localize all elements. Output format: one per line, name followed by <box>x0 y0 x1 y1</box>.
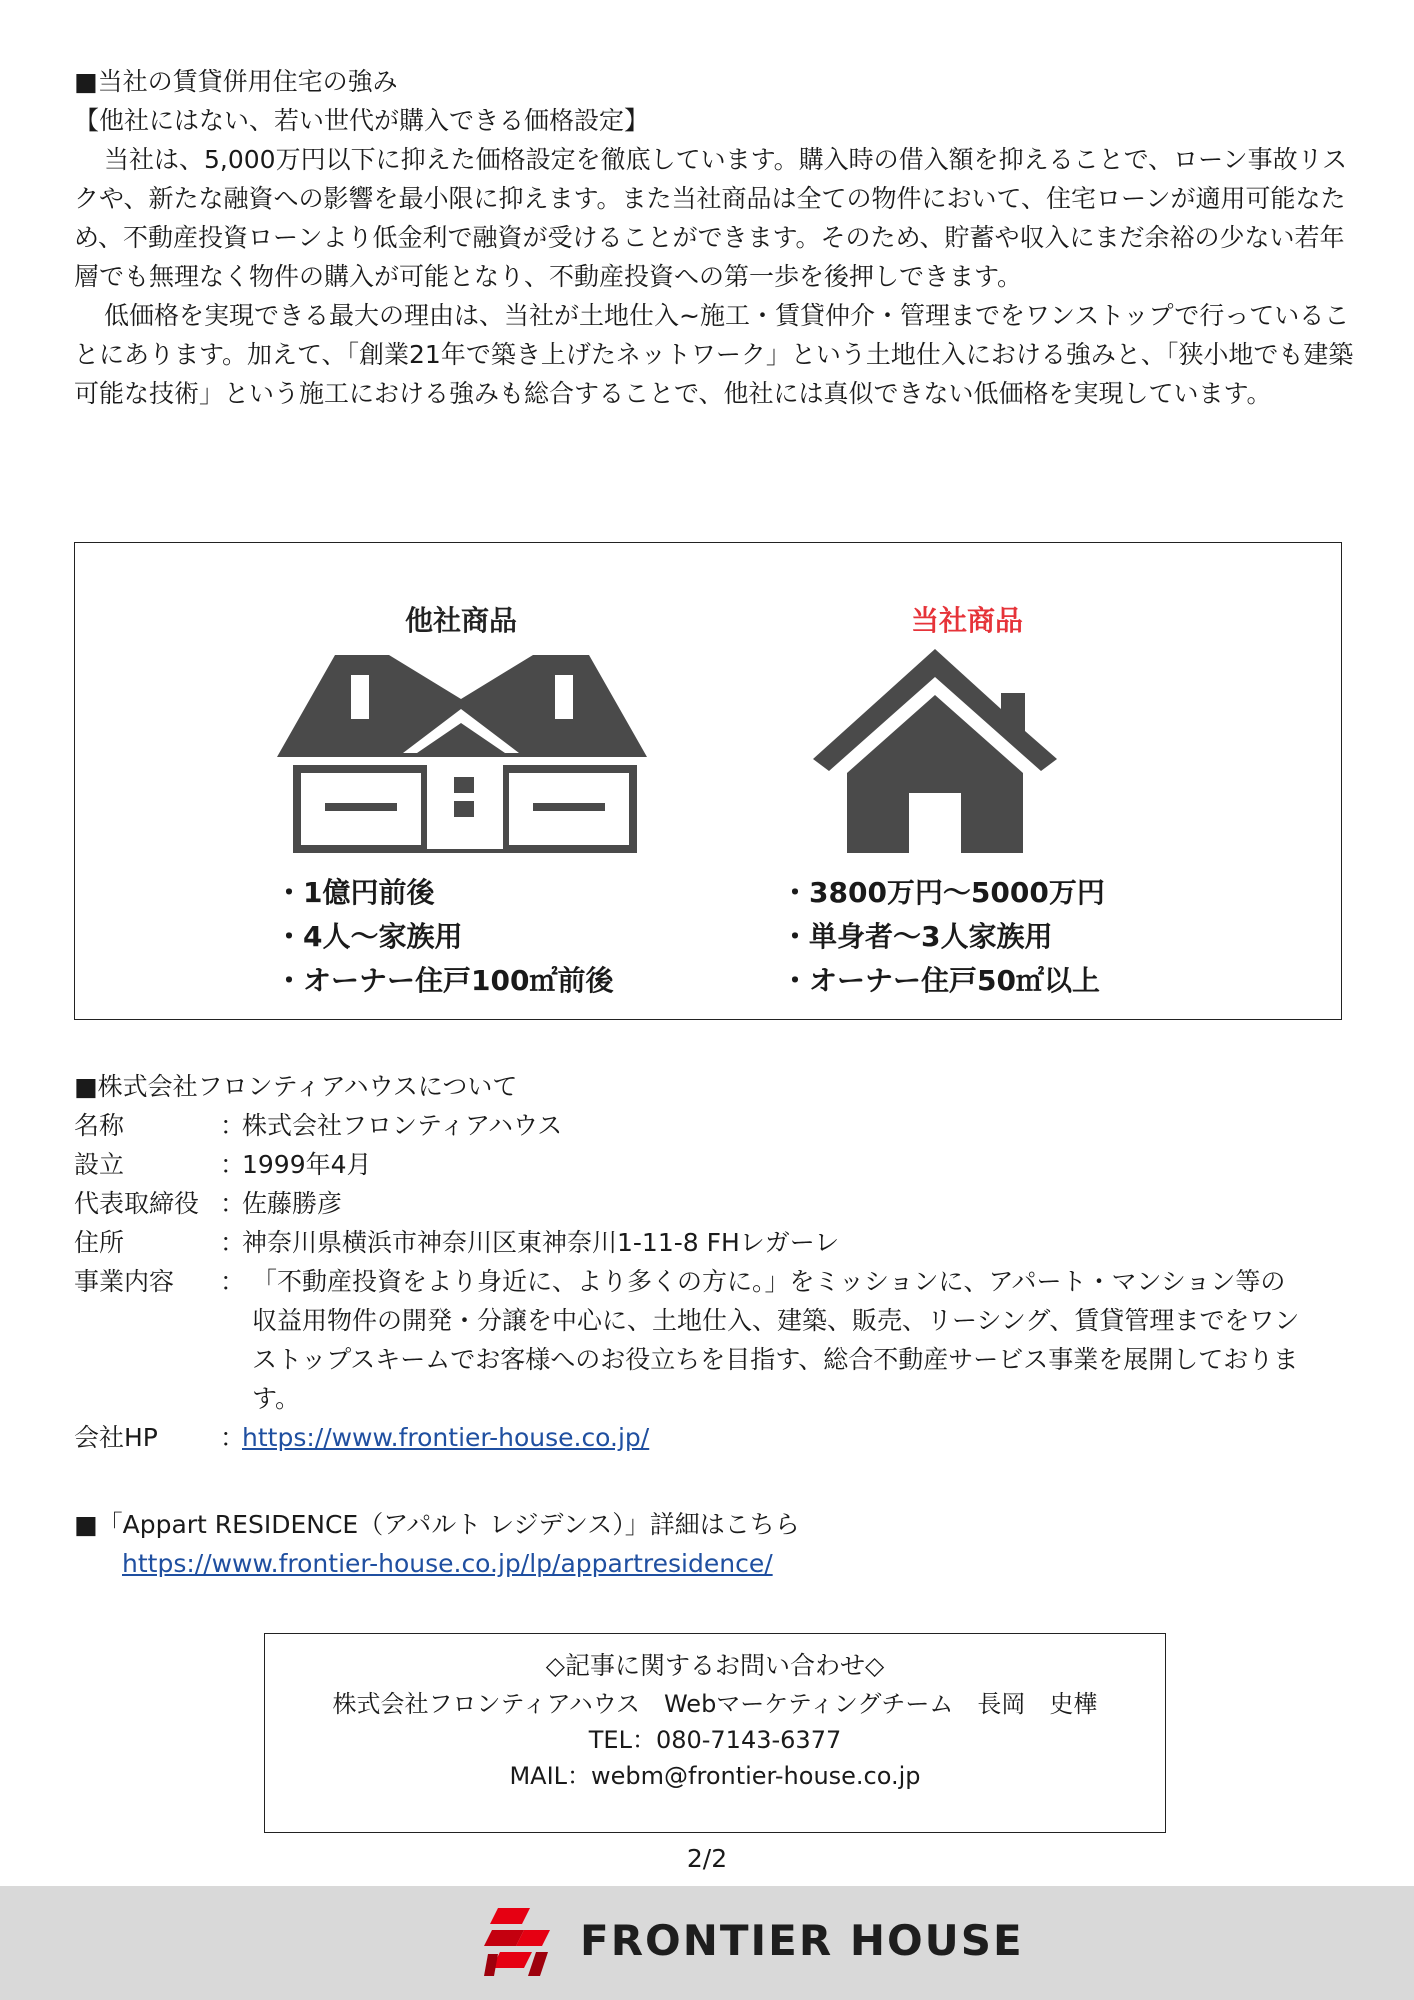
info-key: 事業内容 <box>74 1267 175 1296</box>
info-colon: ： <box>220 1423 246 1452</box>
product-comparison-box <box>74 542 1342 1020</box>
strengths-section <box>74 62 1364 413</box>
info-colon: ： <box>220 1267 246 1296</box>
appart-residence-label: ■「Appart RESIDENCE（アパルト レジデンス）」詳細はこちら <box>74 1510 800 1539</box>
business-row <box>74 1262 1364 1418</box>
contact-team: 株式会社フロンティアハウス Webマーケティングチーム 長岡 史樺 <box>332 1690 1098 1718</box>
info-value: 佐藤勝彦 <box>242 1189 343 1218</box>
strengths-subheading: 【他社にはない、若い世代が購入できる価格設定】 <box>74 106 650 135</box>
info-key: 設立 <box>74 1150 125 1179</box>
company-info-section <box>74 1067 1364 1457</box>
contact-box <box>264 1633 1166 1833</box>
list-item: ・オーナー住戸50㎡以上 <box>781 964 1100 997</box>
strengths-heading: ■当社の賃貸併用住宅の強み <box>74 67 398 96</box>
info-key: 代表取締役 <box>74 1189 200 1218</box>
page-number: 2/2 <box>686 1844 728 1873</box>
footer-bar <box>0 1886 1414 2000</box>
our-product-features <box>781 871 1105 1003</box>
info-colon: ： <box>220 1150 246 1179</box>
others-product-features <box>275 871 613 1003</box>
info-key: 会社HP <box>74 1423 158 1452</box>
info-colon: ： <box>220 1189 246 1218</box>
large-house-icon <box>265 647 665 857</box>
company-logo-text: FRONTIER HOUSE <box>580 1916 1024 1965</box>
company-name-row <box>74 1106 1364 1145</box>
info-value: 神奈川県横浜市神奈川区東神奈川1-11-8 FHレガーレ <box>242 1228 840 1257</box>
others-product-title: 他社商品 <box>404 604 517 637</box>
strengths-paragraph-2: 低価格を実現できる最大の理由は、当社が土地仕入~施工・賃貸仲介・管理までをワンストップで行っていることにあります。加えて、「創業21年で築き上げたネットワーク」という土地仕入における強みと、「狭小地でも建築可能な技術」という施工における強みも総合することで、他社には真似できない低価格を実現しています。 <box>74 301 1354 408</box>
company-info-heading: ■株式会社フロンティアハウスについて <box>74 1072 518 1101</box>
info-key: 名称 <box>74 1111 125 1140</box>
address-row <box>74 1223 1364 1262</box>
contact-tel: TEL：080-7143-6377 <box>588 1726 842 1754</box>
list-item: ・1億円前後 <box>275 876 435 909</box>
list-item: ・単身者～3人家族用 <box>781 920 1053 953</box>
founded-row <box>74 1145 1364 1184</box>
website-row <box>74 1418 1364 1457</box>
list-item: ・4人～家族用 <box>275 920 463 953</box>
small-house-icon <box>805 647 1065 857</box>
our-product-title: 当社商品 <box>910 604 1023 637</box>
info-key: 住所 <box>74 1228 125 1257</box>
strengths-paragraph-1: 当社は、5,000万円以下に抑えた価格設定を徹底しています。購入時の借入額を抑えることで、ローン事故リスクや、新たな融資への影響を最小限に抑えます。また当社商品は全ての物件において、住宅ローンが適用可能なため、不動産投資ローンより低金利で融資が受けることができます。そのため、貯蓄や収入にまだ余裕の少ない若年層でも無理なく物件の購入が可能となり、不動産投資への第一歩を後押しできます。 <box>74 145 1348 291</box>
appart-residence-link[interactable]: https://www.frontier-house.co.jp/lp/appartresidence/ <box>122 1549 773 1578</box>
info-value: 「不動産投資をより身近に、より多くの方に。」をミッションに、アパート・マンション等の収益用物件の開発・分譲を中心に、土地仕入、建築、販売、リーシング、賃貸管理までをワンストップスキームでお客様へのお役立ちを目指す、総合不動産サービス事業を展開しております。 <box>252 1267 1300 1413</box>
info-colon: ： <box>220 1111 246 1140</box>
frontier-house-logo-icon <box>484 1906 554 1978</box>
company-website-link[interactable]: https://www.frontier-house.co.jp/ <box>242 1423 650 1452</box>
list-item: ・オーナー住戸100㎡前後 <box>275 964 614 997</box>
ceo-row <box>74 1184 1364 1223</box>
info-value: 株式会社フロンティアハウス <box>242 1111 563 1140</box>
appart-residence-section <box>74 1505 800 1583</box>
list-item: ・3800万円～5000万円 <box>781 876 1105 909</box>
contact-mail: MAIL：webm@frontier-house.co.jp <box>509 1762 921 1790</box>
info-value: 1999年4月 <box>242 1150 372 1179</box>
contact-title: ◇記事に関するお問い合わせ◇ <box>545 1651 885 1680</box>
info-colon: ： <box>220 1228 246 1257</box>
